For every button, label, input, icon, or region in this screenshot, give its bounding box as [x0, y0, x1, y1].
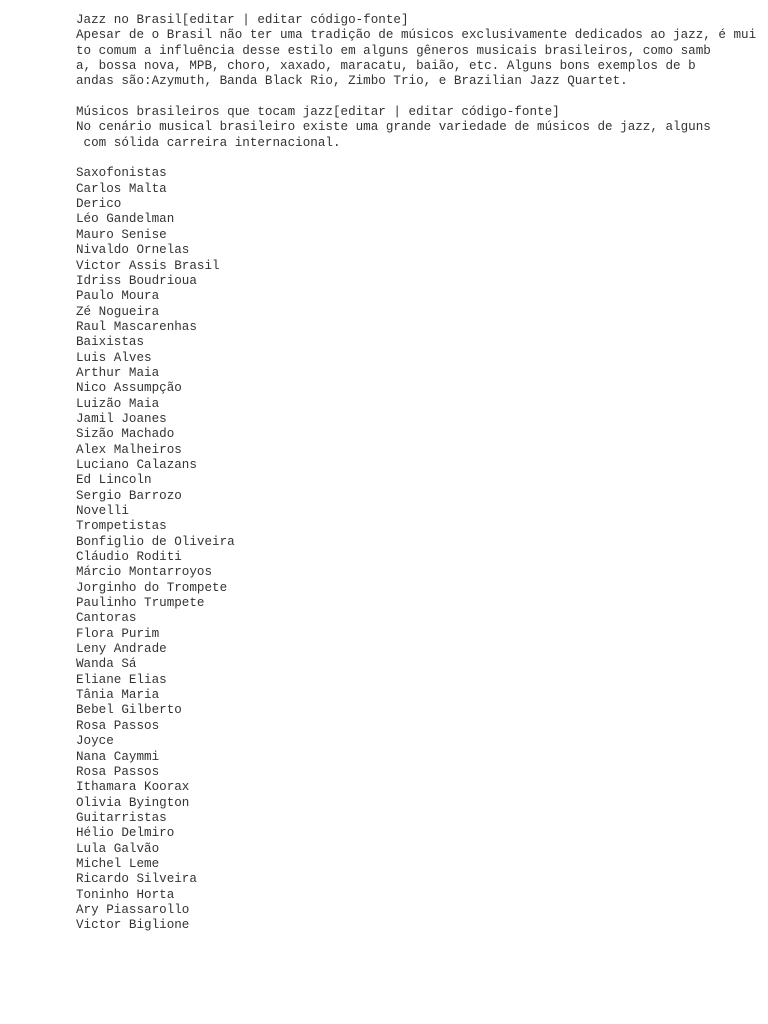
list-item: Wanda Sá [76, 657, 137, 672]
list-item: Luis Alves [76, 350, 152, 365]
list-item: Saxofonistas [76, 166, 167, 181]
list-item: Michel Leme [76, 856, 160, 871]
document-page [76, 13, 756, 934]
list-item: Olivia Byington [76, 795, 190, 810]
list-item: Derico [76, 197, 122, 212]
list-item: Jorginho do Trompete [76, 580, 228, 595]
list-item: Leny Andrade [76, 642, 167, 657]
list-item: Nico Assumpção [76, 381, 182, 396]
paragraph-line: to comum a influência desse estilo em alguns gêneros musicais brasileiros, como samb [76, 43, 711, 58]
list-item: Flora Purim [76, 626, 160, 641]
paragraph-line: Apesar de o Brasil não ter uma tradição de músicos exclusivamente dedicados ao jazz, é mui [76, 28, 757, 43]
list-item: Ricardo Silveira [76, 872, 197, 887]
list-item: Nana Caymmi [76, 749, 160, 764]
list-item: Carlos Malta [76, 181, 167, 196]
list-item: Tânia Maria [76, 688, 160, 703]
section-heading-jazz-no-brasil: Jazz no Brasil[editar | editar código-fonte] [76, 13, 409, 27]
list-item: Victor Biglione [76, 918, 190, 933]
paragraph-line: No cenário musical brasileiro existe uma grande variedade de músicos de jazz, alguns [76, 120, 711, 135]
list-item: Cláudio Roditi [76, 550, 182, 565]
list-item: Jamil Joanes [76, 411, 167, 426]
list-item: Paulinho Trumpete [76, 596, 205, 611]
section-heading-musicos-brasileiros: Músicos brasileiros que tocam jazz[editar | editar código-fonte] [76, 105, 560, 120]
paragraph-line: andas são:Azymuth, Banda Black Rio, Zimbo Trio, e Brazilian Jazz Quartet. [76, 74, 628, 89]
list-item: Guitarristas [76, 810, 167, 825]
list-item: Nivaldo Ornelas [76, 243, 190, 258]
list-item: Ithamara Koorax [76, 780, 190, 795]
list-item: Luciano Calazans [76, 457, 197, 472]
list-item: Zé Nogueira [76, 304, 160, 319]
list-item: Raul Mascarenhas [76, 319, 197, 334]
list-item: Sizão Machado [76, 427, 175, 442]
list-item: Arthur Maia [76, 365, 160, 380]
paragraph-line: com sólida carreira internacional. [76, 135, 341, 150]
blank-line [76, 90, 756, 105]
list-item: Bonfiglio de Oliveira [76, 534, 235, 549]
list-item: Ary Piassarollo [76, 902, 190, 917]
list-item: Rosa Passos [76, 718, 160, 733]
list-item: Luizão Maia [76, 396, 160, 411]
list-item: Novelli [76, 504, 129, 518]
list-item: Ed Lincoln [76, 473, 152, 488]
list-item: Mauro Senise [76, 227, 167, 242]
list-item: Bebel Gilberto [76, 703, 182, 718]
paragraph-line: a, bossa nova, MPB, choro, xaxado, maracatu, baião, etc. Alguns bons exemplos de b [76, 59, 696, 74]
list-item: Léo Gandelman [76, 212, 175, 227]
list-item: Alex Malheiros [76, 442, 182, 457]
list-item: Cantoras [76, 611, 137, 626]
list-item: Toninho Horta [76, 887, 175, 902]
list-item: Rosa Passos [76, 764, 160, 779]
list-item: Hélio Delmiro [76, 826, 175, 841]
list-item: Eliane Elias [76, 672, 167, 687]
list-item: Idriss Boudrioua [76, 273, 197, 288]
list-item: Joyce [76, 734, 114, 749]
blank-line [76, 151, 756, 166]
musician-list [76, 166, 756, 933]
list-item: Victor Assis Brasil [76, 258, 220, 273]
list-item: Lula Galvão [76, 841, 160, 856]
list-item: Sergio Barrozo [76, 488, 182, 503]
list-item: Trompetistas [76, 519, 167, 534]
list-item: Paulo Moura [76, 289, 160, 304]
list-item: Márcio Montarroyos [76, 565, 213, 580]
list-item: Baixistas [76, 335, 145, 350]
